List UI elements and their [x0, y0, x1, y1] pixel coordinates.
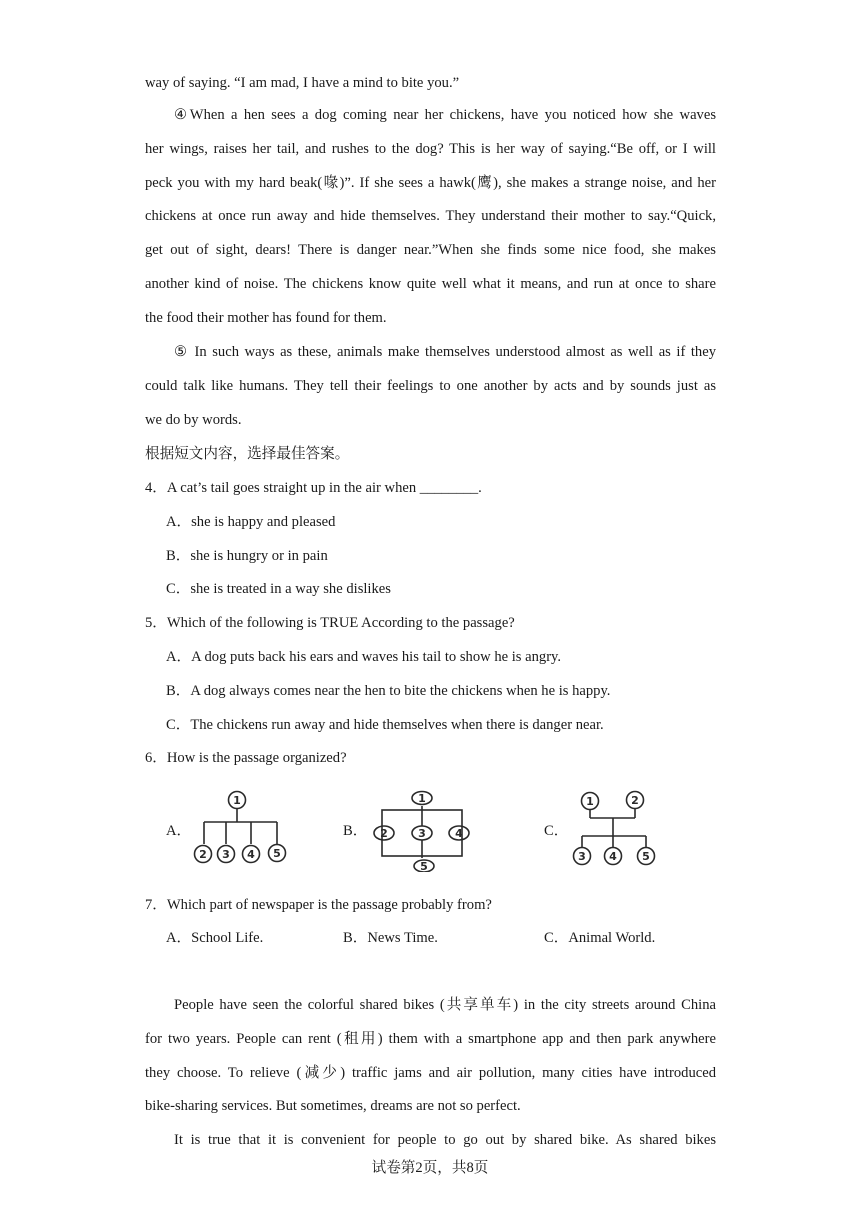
question-4-stem: 4．A cat’s tail goes straight up in the air when ________.: [145, 480, 482, 496]
diagram-a-node-3: 3: [222, 848, 230, 861]
diagram-c-node-5: 5: [642, 850, 650, 863]
paragraph-line: People have seen the colorful shared bikes (共享单车) in the city streets around China: [174, 997, 716, 1013]
question-6-option-b[interactable]: B．: [343, 823, 368, 839]
paragraph-line: could talk like humans. They tell their feelings to one another by acts and by sounds just as: [145, 377, 716, 394]
diagram-b-node-1: 1: [418, 792, 426, 805]
paragraph-line: chickens at once run away and hide themselves. They understand their mother to say.“Quick,: [145, 208, 716, 225]
question-7-stem: 7．Which part of newspaper is the passage probably from?: [145, 897, 492, 913]
diagram-c-node-2: 2: [631, 794, 639, 807]
diagram-c-node-1: 1: [586, 795, 594, 808]
diagram-a-node-4: 4: [247, 848, 255, 861]
paragraph-line: the food their mother has found for them.: [145, 309, 387, 326]
diagram-a-node-2: 2: [199, 848, 207, 861]
question-5-option-c[interactable]: C．The chickens run away and hide themselves when there is danger near.: [166, 717, 604, 733]
diagram-b-node-4: 4: [455, 827, 463, 840]
question-5-stem: 5．Which of the following is TRUE According to the passage?: [145, 615, 515, 631]
question-5-option-a[interactable]: A．A dog puts back his ears and waves his tail to show he is angry.: [166, 649, 562, 665]
passage1-continued-line: way of saying. “I am mad, I have a mind to bite you.”: [145, 75, 460, 91]
question-5-option-b[interactable]: B．A dog always comes near the hen to bite the chickens when he is happy.: [166, 683, 611, 699]
diagram-b-node-5: 5: [420, 860, 428, 872]
diagram-b-node-2: 2: [380, 827, 388, 840]
passage1-paragraph-4: [145, 99, 716, 336]
page-footer: 试卷第2页，共8页: [371, 1160, 489, 1176]
paragraph-line: It is true that it is convenient for people to go out by shared bike. As shared bikes: [174, 1132, 716, 1148]
diagram-c-node-4: 4: [609, 850, 617, 863]
structure-diagram-c: [570, 788, 660, 868]
structure-diagram-a: [190, 788, 290, 868]
diagram-b-node-3: 3: [418, 827, 426, 840]
structure-diagram-b: [368, 788, 476, 872]
paragraph-line: ④When a hen sees a dog coming near her chickens, have you noticed how she waves: [174, 107, 716, 123]
paragraph-line: peck you with my hard beak(喙)”. If she sees a hawk(鹰), she makes a strange noise, and her: [145, 174, 716, 191]
paragraph-line: ⑤ In such ways as these, animals make themselves understood almost as well as if they: [174, 344, 716, 360]
paragraph-line: another kind of noise. The chickens know quite well what it means, and run at once to share: [145, 275, 716, 292]
paragraph-line: bike-sharing services. But sometimes, dreams are not so perfect.: [145, 1098, 521, 1115]
paragraph-line: get out of sight, dears! There is danger near.”When she finds some nice food, she makes: [145, 242, 716, 259]
diagram-a-node-5: 5: [273, 847, 281, 860]
paragraph-line: her wings, raises her tail, and rushes to the dog? This is her way of saying.“Be off, or I will: [145, 140, 716, 157]
diagram-c-node-3: 3: [578, 850, 586, 863]
paragraph-line: they choose. To relieve (减少) traffic jams and air pollution, many cities have introduced: [145, 1064, 716, 1081]
passage2-paragraph-1: [145, 989, 716, 1124]
question-7-option-c[interactable]: C．Animal World.: [544, 930, 656, 946]
question-6-stem: 6．How is the passage organized?: [145, 750, 347, 766]
paragraph-line: for two years. People can rent (租用) them with a smartphone app and then park anywhere: [145, 1030, 716, 1047]
question-7-option-b[interactable]: B．News Time.: [343, 930, 438, 946]
instruction: 根据短文内容，选择最佳答案。: [145, 446, 350, 462]
passage1-paragraph-5: [145, 336, 716, 437]
question-6-option-c[interactable]: C．: [544, 823, 569, 839]
question-4-option-c[interactable]: C．she is treated in a way she dislikes: [166, 581, 391, 597]
question-4-option-b[interactable]: B．she is hungry or in pain: [166, 548, 328, 564]
question-7-option-a[interactable]: A．School Life.: [166, 930, 264, 946]
question-4-option-a[interactable]: A．she is happy and pleased: [166, 514, 336, 530]
passage2-paragraph-2: [145, 1124, 716, 1158]
diagram-a-node-1: 1: [233, 794, 241, 807]
question-6-option-a[interactable]: A．: [166, 823, 192, 839]
paragraph-line: we do by words.: [145, 411, 242, 428]
